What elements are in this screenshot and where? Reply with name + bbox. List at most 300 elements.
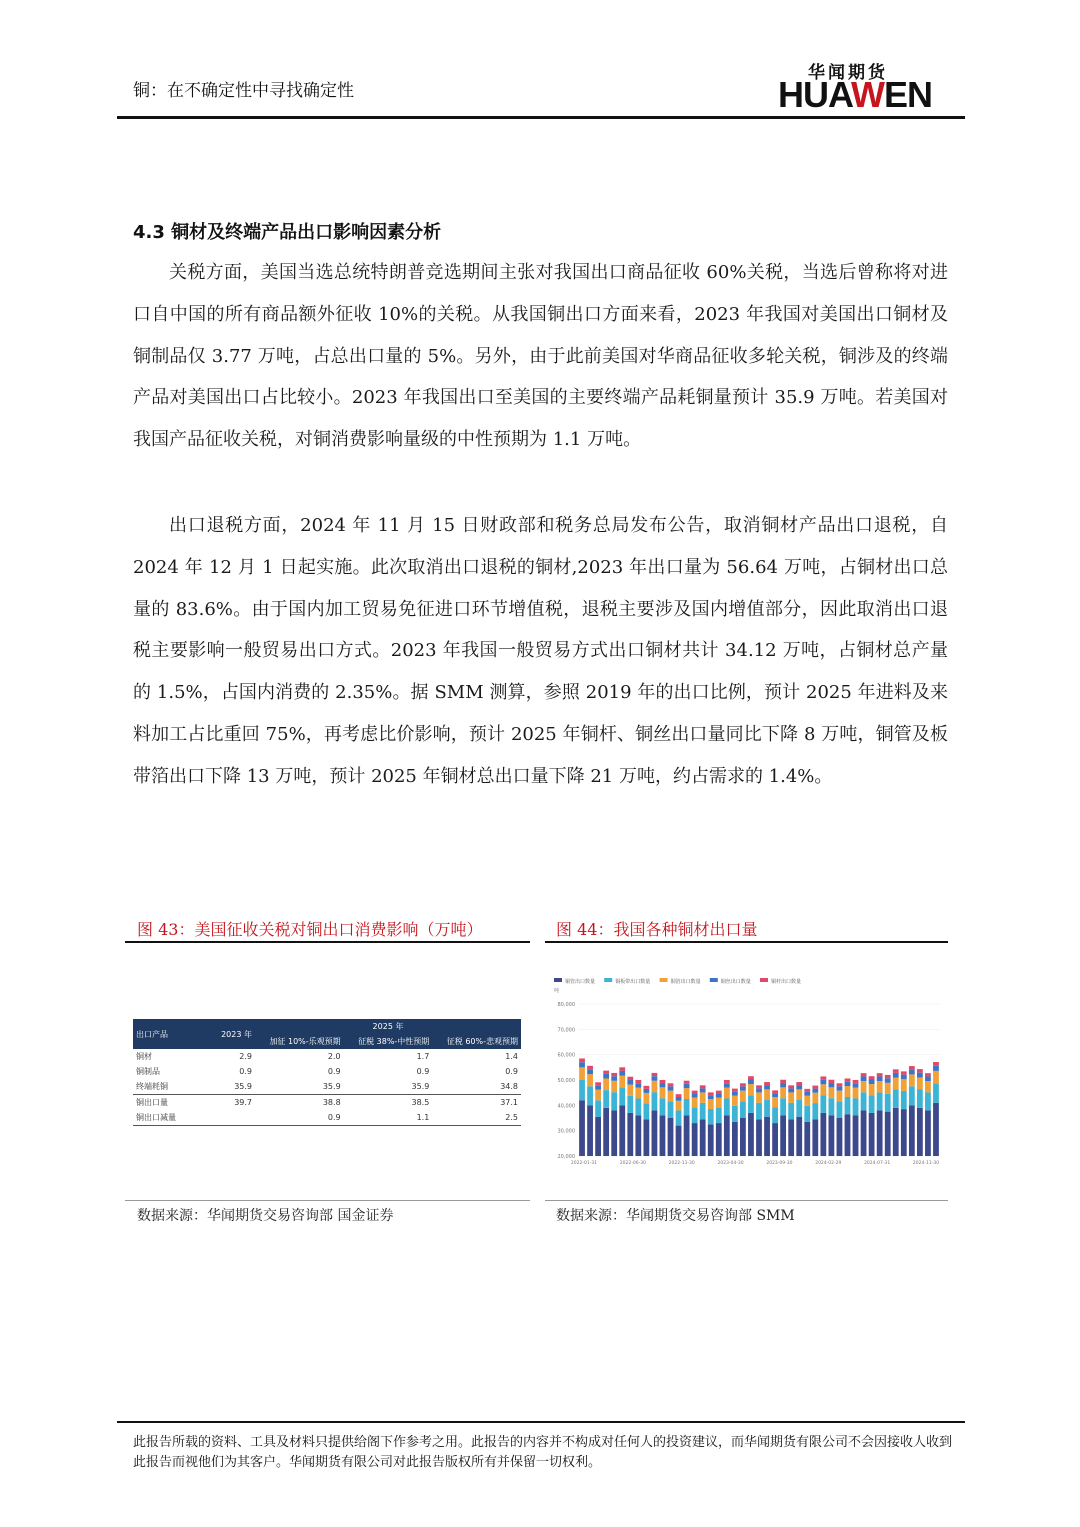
bar-segment [820,1080,826,1085]
bar-segment [595,1117,601,1156]
bar-segment [716,1097,722,1107]
bar-segment [796,1089,802,1100]
bar-segment [764,1100,770,1117]
bar-segment [724,1115,730,1156]
x-tick-label: 2022-01-31 [570,1161,598,1166]
table-cell: 1.1 [344,1110,433,1126]
bar-segment [837,1086,843,1090]
bar-segment [820,1095,826,1112]
bar-segment [933,1062,939,1066]
bar-segment [804,1122,810,1156]
bar-segment [652,1076,658,1081]
disclaimer-text: 此报告所载的资料、工具及材料只提供给阁下作参考之用。此报告的内容并不构成对任何人的投资建议，而华闻期货有限公司不会因接收人收到此报告而视他们为其客户。华闻期货有限公司对此报告版权所有并保留一切权利。 [133,1435,953,1470]
bar-segment [724,1083,730,1087]
bar-segment [885,1112,891,1156]
table-cell: 0.9 [505,1067,518,1076]
bar-segment [595,1100,601,1116]
table-header-product: 出口产品 [133,1019,209,1049]
bar-segment [627,1085,633,1096]
bar-segment [587,1069,593,1074]
bar-segment [684,1084,690,1088]
table-cell: 34.8 [500,1082,518,1091]
bar-segment [748,1113,754,1156]
bar-segment [829,1087,835,1098]
bar-segment [643,1093,649,1103]
bar-segment [611,1073,617,1076]
bar-segment [796,1082,802,1085]
bar-segment [627,1080,633,1085]
figure-43-title: 图 43：美国征收关税对铜出口消费影响（万吨） [137,920,483,939]
table-cell: 1.7 [416,1052,430,1061]
legend-label: 铜丝出口数量 [720,979,751,985]
bar-segment [820,1084,826,1095]
bar-segment [692,1123,698,1156]
bar-segment [796,1117,802,1156]
bar-segment [869,1113,875,1156]
bar-segment [804,1089,810,1092]
bar-segment [877,1081,883,1092]
bar-segment [748,1076,754,1079]
y-tick-label: 40,000 [557,1103,575,1110]
figure-43-source: 数据来源：华闻期货交易咨询部 国金证券 [137,1208,394,1224]
bar-segment [925,1076,931,1081]
table-cell: 0.9 [327,1067,341,1076]
bar-segment [917,1089,923,1108]
bar-segment [829,1083,835,1087]
bar-segment [764,1085,770,1089]
bar-segment [595,1085,601,1089]
table-cell: 2.5 [432,1110,521,1126]
bar-segment [780,1087,786,1098]
table-cell: 2.9 [239,1052,252,1061]
bar-segment [587,1105,593,1156]
paragraph-tariff: 关税方面，美国当选总统特朗普竞选期间主张对我国出口商品征收 60%关税，当选后曾称将对进口自中国的所有商品额外征收 10%的关税。从我国铜出口方面来看，2023 年我国对美国出口铜材及铜制品仅 3.77 万吨，占总出口量的 5%。另外，由于此前美国对华商品征收多轮关税，铜涉及的终端产品对美国出口占比较小。2023 年我国出口至美国的主要终端产品耗铜量预计 35.9 万吨。若美国对我国产品征收关税，对铜消费影响量级的中性预期为 1.1 万吨。 [133,262,948,451]
table-cell: 35.9 [411,1082,430,1091]
bar-segment [635,1115,641,1156]
bar-segment [909,1066,915,1070]
bar-segment [812,1089,818,1093]
bar-segment [652,1092,658,1110]
bar-segment [869,1095,875,1113]
bar-segment [692,1093,698,1097]
bar-segment [893,1108,899,1156]
bar-segment [724,1098,730,1115]
y-tick-label: 60,000 [557,1052,575,1059]
table-row [133,1110,521,1126]
bar-segment [853,1088,859,1099]
bar-segment [756,1103,762,1119]
section-heading: 4.3 铜材及终端产品出口影响因素分析 [133,222,442,243]
bar-segment [676,1094,682,1097]
table-cell: 39.7 [209,1095,255,1111]
bar-segment [909,1086,915,1105]
bar-segment [587,1074,593,1086]
bar-segment [837,1091,843,1102]
bar-segment [716,1123,722,1156]
y-tick-label: 70,000 [557,1027,575,1034]
bar-segment [845,1097,851,1114]
x-tick-label: 2024-11-30 [912,1161,940,1166]
bar-segment [732,1096,738,1106]
bar-segment [579,1062,585,1067]
footer-divider [117,1421,965,1423]
bar-segment [603,1090,609,1108]
bar-segment [603,1074,609,1079]
bar-segment [740,1086,746,1090]
legend-label: 铜箔出口数量 [670,979,701,985]
bar-segment [861,1076,867,1081]
bar-segment [660,1087,666,1098]
bar-segment [684,1081,690,1084]
bar-segment [861,1073,867,1076]
figure-44-title-rule [545,941,948,943]
bar-segment [692,1107,698,1123]
bar-segment [788,1085,794,1088]
bar-segment [796,1100,802,1117]
table-row [133,1079,521,1095]
bar-segment [869,1076,875,1079]
bar-segment [933,1071,939,1083]
x-tick-label: 2022-06-30 [619,1161,646,1166]
table-cell: 35.9 [322,1082,341,1091]
legend-swatch [554,978,562,982]
bar-segment [917,1077,923,1089]
bar-segment [611,1110,617,1156]
bar-segment [845,1114,851,1156]
bar-segment [877,1092,883,1110]
bar-segment [724,1088,730,1099]
bar-segment [716,1107,722,1123]
figure-44-source: 数据来源：华闻期货交易咨询部 SMM [556,1208,795,1224]
x-tick-label: 2024-07-31 [864,1161,891,1166]
bar-segment [756,1092,762,1102]
bar-segment [635,1088,641,1099]
company-logo [778,74,932,116]
bar-segment [780,1115,786,1156]
bar-segment [869,1079,875,1084]
bar-segment [829,1080,835,1083]
bar-segment [837,1083,843,1086]
table-cell: 35.9 [234,1082,252,1091]
bar-segment [829,1098,835,1115]
bar-segment [901,1071,907,1074]
bar-segment [885,1078,891,1083]
bar-segment [740,1101,746,1118]
bar-segment [740,1083,746,1086]
bar-segment [676,1097,682,1101]
bar-segment [676,1110,682,1125]
bar-segment [925,1073,931,1076]
table-cell: 铜制品 [136,1067,160,1076]
bar-segment [611,1081,617,1092]
bar-segment [579,1058,585,1062]
bar-segment [917,1073,923,1078]
bar-segment [700,1119,706,1156]
bar-segment [652,1073,658,1076]
table-header-optimistic: 加征 10%-乐观预期 [255,1034,344,1049]
bar-segment [812,1093,818,1103]
bar-segment [732,1122,738,1156]
y-tick-label: 50,000 [557,1078,575,1084]
bar-segment [627,1077,633,1080]
table-header-2025: 2025 年 [255,1019,521,1034]
bar-segment [740,1118,746,1156]
paragraph-export-rebate: 出口退税方面，2024 年 11 月 15 日财政部和税务总局发布公告，取消铜材产品出口退税，自 2024 年 12 月 1 日起实施。此次取消出口退税的铜材,2023 年出口量为 56.64 万吨，占铜材出口总量的 83.6%。由于国内加工贸易免征进口环节增值税，退税主要涉及国内增值部分，因此取消出口退税主要影响一般贸易出口方式。2023 年我国一般贸易方式出口铜材共计 34.12 万吨，占铜材总产量的 1.5%，占国内消费的 2.35%。据 SMM 测算，参照 2019 年的出口比例，预计 2025 年进料及来料加工占比重回 75%，再考虑比价影响，预计 2025 年铜杆、铜丝出口量同比下降 8 万吨，铜管及板带箔出口下降 13 万吨，预计 2025 年铜材总出口量下降 21 万吨，约占需求的 1.4%。 [133,515,948,787]
bar-segment [708,1109,714,1124]
x-tick-label: 2023-04-30 [717,1161,744,1166]
bar-segment [788,1088,794,1092]
bar-segment [933,1066,939,1071]
bar-segment [716,1091,722,1094]
bar-segment [603,1071,609,1074]
bar-segment [837,1118,843,1156]
table-cell: 38.8 [255,1095,344,1111]
tariff-impact-table [133,1019,521,1126]
bar-segment [627,1096,633,1113]
bar-segment [853,1080,859,1083]
bar-segment [796,1085,802,1089]
bar-segment [692,1091,698,1094]
bar-segment [788,1092,794,1102]
bar-segment [764,1082,770,1085]
bar-segment [595,1090,601,1101]
bar-segment [845,1078,851,1081]
bar-segment [772,1093,778,1097]
legend-swatch [604,978,612,982]
bar-segment [861,1092,867,1110]
bar-segment [901,1079,907,1091]
bar-segment [668,1086,674,1090]
bar-segment [853,1115,859,1156]
x-tick-label: 2023-09-30 [766,1161,793,1166]
bar-segment [845,1082,851,1086]
bar-segment [893,1069,899,1073]
bar-segment [595,1082,601,1085]
bar-segment [909,1070,915,1075]
bar-segment [764,1089,770,1100]
bar-segment [716,1093,722,1097]
bar-segment [587,1086,593,1105]
bar-segment [700,1103,706,1119]
bar-segment [635,1098,641,1115]
bar-segment [877,1076,883,1081]
table-header-neutral: 征税 38%-中性预期 [344,1034,433,1049]
bar-segment [780,1098,786,1115]
bar-segment [772,1090,778,1093]
bar-segment [901,1091,907,1109]
bar-segment [748,1079,754,1084]
bar-segment [708,1124,714,1156]
bar-segment [829,1115,835,1156]
bar-segment [885,1083,891,1094]
bar-segment [909,1074,915,1086]
bar-segment [619,1071,625,1076]
bar-segment [676,1101,682,1111]
bar-segment [901,1109,907,1156]
bar-segment [603,1078,609,1090]
bar-segment [869,1084,875,1095]
bar-segment [837,1101,843,1118]
bar-segment [772,1123,778,1156]
copper-export-chart [548,968,948,1168]
table-cell: 铜材 [136,1052,152,1061]
figure-44-source-rule [545,1200,948,1201]
bar-segment [643,1119,649,1156]
bar-segment [820,1113,826,1156]
table-cell: 2.0 [327,1052,341,1061]
bar-segment [925,1092,931,1110]
table-cell: 38.5 [344,1095,433,1111]
bar-segment [909,1105,915,1156]
bar-segment [877,1073,883,1076]
bar-segment [660,1098,666,1115]
figure-44-title: 图 44：我国各种铜材出口量 [556,920,758,939]
bar-segment [603,1108,609,1156]
bar-segment [917,1069,923,1073]
bar-segment [579,1080,585,1100]
table-header-pessimistic: 征税 60%-悲观预期 [432,1034,521,1049]
bar-segment [611,1092,617,1110]
bar-segment [853,1098,859,1115]
bar-segment [804,1096,810,1106]
table-cell: 铜出口量 [133,1095,209,1111]
bar-segment [668,1118,674,1156]
bar-segment [901,1075,907,1080]
bar-segment [619,1105,625,1156]
legend-swatch [710,978,718,982]
bar-segment [812,1086,818,1089]
header-divider [117,116,965,119]
bar-segment [708,1092,714,1095]
bar-segment [684,1115,690,1156]
table-cell: 37.1 [432,1095,521,1111]
bar-segment [764,1117,770,1156]
bar-segment [627,1113,633,1156]
logo-text-w: W [851,74,884,115]
unit-label: 吨 [554,988,560,994]
y-tick-label: 80,000 [557,1002,575,1008]
bar-segment [893,1073,899,1078]
bar-segment [804,1106,810,1122]
bar-segment [893,1078,899,1090]
bar-segment [643,1086,649,1089]
bar-segment [917,1108,923,1156]
y-tick-label: 30,000 [557,1128,575,1135]
bar-segment [740,1091,746,1102]
bar-segment [812,1119,818,1156]
x-tick-label: 2022-11-30 [668,1161,695,1166]
bar-segment [579,1100,585,1156]
document-title: 铜：在不确定性中寻找确定性 [133,81,354,101]
bar-segment [877,1110,883,1156]
bar-segment [643,1103,649,1119]
bar-segment [619,1076,625,1088]
bar-segment [700,1085,706,1088]
bar-segment [732,1089,738,1092]
bar-segment [708,1099,714,1109]
bar-segment [748,1095,754,1113]
bar-segment [643,1089,649,1093]
table-row [133,1064,521,1079]
bar-segment [788,1103,794,1119]
table-cell [209,1110,255,1126]
table-cell: 0.9 [239,1067,252,1076]
bar-segment [820,1076,826,1079]
table-row [133,1095,521,1111]
bar-segment [804,1092,810,1096]
chart-svg [548,968,948,1168]
bar-segment [732,1106,738,1122]
table-header-2023: 2023 年 [209,1019,255,1049]
bar-segment [756,1085,762,1088]
y-tick-label: 20,000 [557,1154,575,1160]
bar-segment [845,1086,851,1097]
bar-segment [668,1083,674,1086]
bar-segment [756,1119,762,1156]
bar-segment [684,1088,690,1099]
bar-segment [724,1080,730,1083]
bar-segment [660,1115,666,1156]
legend-label: 铜管出口数量 [565,979,596,985]
bar-segment [635,1080,641,1083]
legend-swatch [660,978,668,982]
bar-segment [925,1110,931,1156]
bar-segment [885,1094,891,1112]
bar-segment [788,1119,794,1156]
bar-segment [853,1083,859,1087]
bar-segment [676,1126,682,1156]
bar-segment [708,1095,714,1099]
table-row [133,1049,521,1064]
bar-segment [619,1067,625,1071]
table-cell: 1.4 [505,1052,518,1061]
x-tick-label: 2024-02-29 [815,1161,842,1166]
bar-segment [660,1080,666,1083]
bar-segment [780,1080,786,1083]
bar-segment [748,1084,754,1095]
bar-segment [933,1103,939,1156]
bar-segment [684,1099,690,1115]
bar-segment [756,1088,762,1092]
bar-segment [660,1083,666,1087]
legend-label: 铜杆出口数量 [771,979,802,985]
table-cell: 终端耗铜 [136,1082,168,1091]
bar-segment [652,1110,658,1156]
bar-segment [652,1081,658,1092]
bar-segment [861,1110,867,1156]
table-cell: 0.9 [416,1067,430,1076]
legend-swatch [760,978,768,982]
logo-text-b: EN [884,74,933,115]
bar-segment [933,1083,939,1103]
bar-segment [668,1101,674,1118]
legend-label: 铜板带出口数量 [615,979,651,985]
bar-segment [772,1097,778,1107]
bar-segment [925,1081,931,1092]
bar-segment [619,1088,625,1106]
figure-43-title-rule [125,941,530,943]
logo-text-a: HUA [778,74,852,115]
bar-segment [812,1103,818,1119]
logo-chinese-text: 华闻期货 [808,63,888,83]
table-cell: 铜出口减量 [133,1110,209,1126]
bar-segment [700,1092,706,1102]
bar-segment [732,1092,738,1096]
bar-segment [772,1107,778,1123]
figure-43-source-rule [125,1200,530,1201]
bar-segment [861,1081,867,1092]
bar-segment [668,1091,674,1102]
